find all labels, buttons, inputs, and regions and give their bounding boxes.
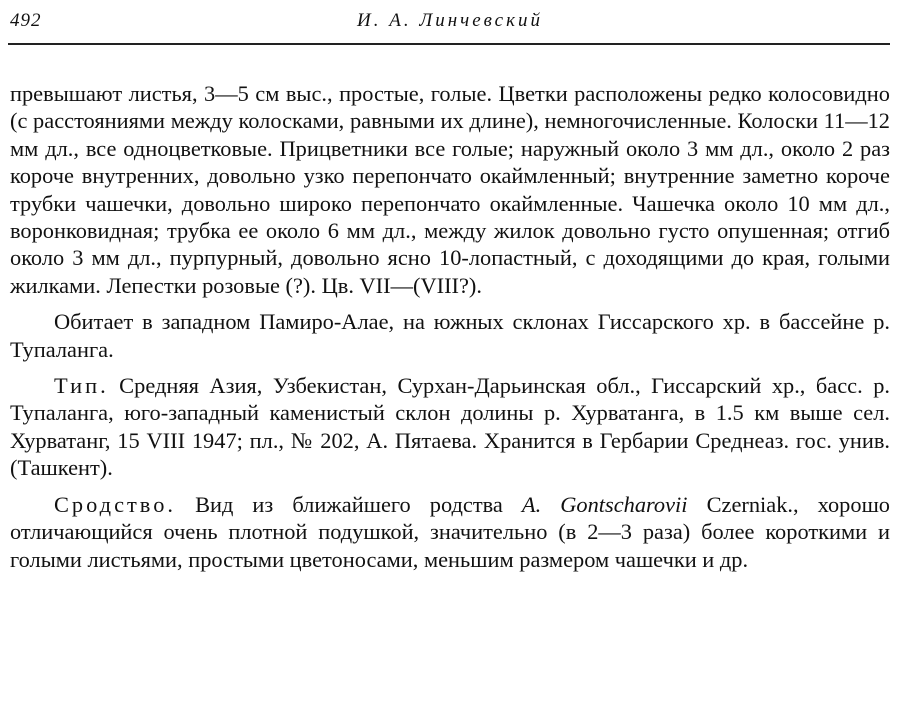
running-title: И. А. Линчевский bbox=[357, 10, 543, 31]
type-paragraph bbox=[10, 372, 890, 482]
description-paragraph: превышают листья, 3—5 см выс., простые, голые. Цветки расположены редко колосовидно (с расстояниями между колосками, равными их длине), немногочисленные. Колоски 11—12 мм дл., все одноцветковые. Прицветники все голые; наружный около 3 мм дл., около 2 раз короче внутренних, довольно узко перепончато окаймленный; внутренние заметно короче трубки чашечки, довольно широко перепончато окаймленные. Чашечка около 10 мм дл., воронковидная; трубка ее около 6 мм дл., между жилок довольно густо опушенная; отгиб около 3 мм дл., пурпурный, довольно ясно 10-лопастный, с доходящими до края, голыми жилками. Лепестки розовые (?). Цв. VII—(VIII?). bbox=[10, 81, 890, 298]
page-number: 492 bbox=[10, 10, 42, 31]
affinity-paragraph bbox=[10, 491, 890, 573]
header-rule bbox=[8, 43, 890, 45]
affinity-label: Сродство. bbox=[54, 491, 177, 517]
species-name: A. Gontscharovii bbox=[521, 491, 688, 517]
affinity-text-2: Czerniak., хорошо отличающийся очень плотной подушкой, значительно (в 2—3 раза) более короткими и голыми листьями, простыми цветоносами, меньшим размером чашечки и др. bbox=[10, 491, 891, 572]
affinity-text-1: Вид из ближайшего родства bbox=[176, 491, 522, 517]
habitat-paragraph: Обитает в западном Памиро-Алае, на южных склонах Гиссарского хр. в бассейне р. Тупаланга. bbox=[10, 309, 890, 362]
body-text bbox=[10, 80, 890, 573]
type-label: Тип. bbox=[54, 373, 109, 399]
page-header bbox=[8, 10, 892, 40]
type-text: Средняя Азия, Узбекистан, Сурхан-Дарьинская обл., Гиссарский хр., басс. р. Тупаланга, юго-западный каменистый склон долины р. Хурватанга, в 1.5 км выше сел. Хурватанг, 15 VIII 1947; пл., № 202, А. Пятаева. Хранится в Гербарии Среднеаз. гос. унив. (Ташкент). bbox=[10, 373, 890, 481]
